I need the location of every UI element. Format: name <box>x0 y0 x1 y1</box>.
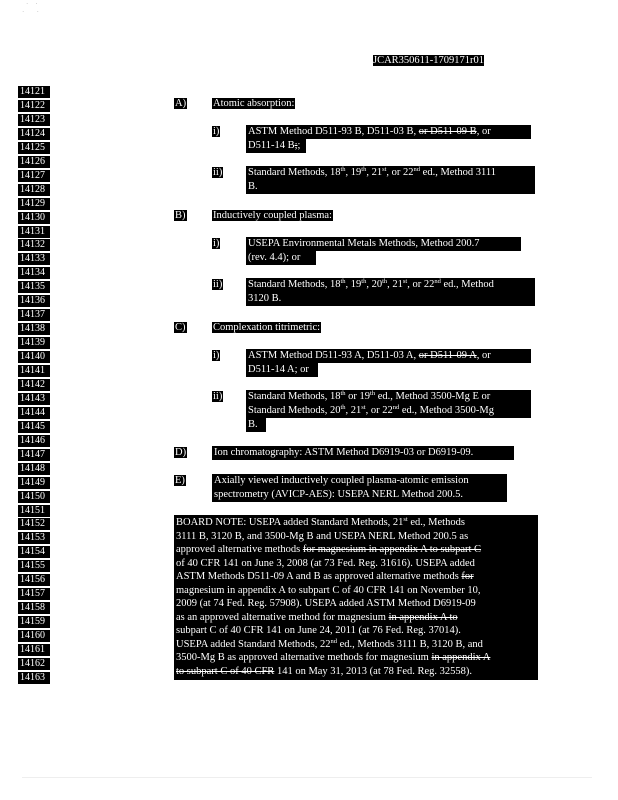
scan-speck: · · <box>22 8 39 16</box>
board-note-line: ASTM Methods D511-09 A and B as approved alternative methods for <box>176 571 474 582</box>
line-number: 14151 <box>18 505 50 517</box>
section-b-label: B) <box>175 210 186 221</box>
line-number: 14150 <box>18 491 50 503</box>
line-number: 14147 <box>18 449 50 461</box>
line-number: 14155 <box>18 560 50 572</box>
line-number: 14136 <box>18 295 50 307</box>
line-number: 14121 <box>18 86 50 98</box>
board-note-line: of 40 CFR 141 on June 3, 2008 (at 73 Fed. Reg. 31616). USEPA added <box>176 557 475 569</box>
line-number: 14161 <box>18 644 50 656</box>
line-number: 14158 <box>18 602 50 614</box>
line-number: 14159 <box>18 616 50 628</box>
line-number: 14139 <box>18 337 50 349</box>
line-number: 14125 <box>18 142 50 154</box>
line-number: 14144 <box>18 407 50 419</box>
line-number: 14122 <box>18 100 50 112</box>
section-e-line1: Axially viewed inductively coupled plasma-atomic emission <box>212 474 507 488</box>
line-number: 14154 <box>18 546 50 558</box>
scan-speck: · · <box>26 0 38 8</box>
section-e-label: E) <box>175 475 185 486</box>
section-c-title: Complexation titrimetric: <box>213 322 321 333</box>
page-bottom-rule <box>22 777 592 778</box>
section-b-ii-label: ii) <box>213 279 223 290</box>
section-c-i-line1: ASTM Method D511-93 A, D511-03 A, or D511-09 A, or <box>246 349 531 363</box>
line-number: 14162 <box>18 658 50 670</box>
board-note-line: BOARD NOTE: USEPA added Standard Methods, 21st ed., Methods <box>176 516 465 528</box>
section-b-ii-line2: 3120 B. <box>246 292 535 306</box>
section-c-ii-label: ii) <box>213 391 223 402</box>
line-number: 14153 <box>18 532 50 544</box>
line-number: 14123 <box>18 114 50 126</box>
board-note-line: 3500-Mg B as approved alternative methods for magnesium in appendix A <box>176 652 491 663</box>
line-number: 14134 <box>18 267 50 279</box>
section-b-i-line1: USEPA Environmental Metals Methods, Method 200.7 <box>246 237 521 251</box>
board-note-line: magnesium in appendix A to subpart C of 40 CFR 141 on November 10, <box>176 584 481 596</box>
section-a-label: A) <box>175 98 187 109</box>
board-note-line: as an approved alternative method for magnesium in appendix A to <box>176 611 458 623</box>
section-c-i-label: i) <box>213 350 220 361</box>
line-number: 14128 <box>18 184 50 196</box>
line-number: 14146 <box>18 435 50 447</box>
document-id: JCAR350611-1709171r01 <box>373 55 485 66</box>
line-number: 14131 <box>18 226 50 238</box>
section-a-ii-label: ii) <box>213 167 223 178</box>
board-note-line: 2009 (at 74 Fed. Reg. 57908). USEPA added ASTM Method D6919-09 <box>176 598 476 609</box>
line-number: 14138 <box>18 323 50 335</box>
board-note-line: USEPA added Standard Methods, 22nd ed., Methods 3111 B, 3120 B, and <box>176 637 483 650</box>
board-note-line: 3111 B, 3120 B, and 3500-Mg B and USEPA NERL Method 200.5 as <box>176 530 469 542</box>
section-a-i-line2: D511-14 B;; or <box>246 139 306 153</box>
board-note-line: approved alternative methods for magnesium in appendix A to subpart C <box>176 544 482 555</box>
line-number: 14145 <box>18 421 50 433</box>
line-number: 14152 <box>18 518 50 530</box>
section-c-ii-line1: Standard Methods, 18th or 19th ed., Method 3500-Mg E or <box>246 390 531 404</box>
board-note-line: to subpart C of 40 CFR 141 on May 31, 2013 (at 78 Fed. Reg. 32558). <box>176 665 473 677</box>
line-number: 14143 <box>18 393 50 405</box>
section-a-i-label: i) <box>213 126 220 137</box>
line-number: 14148 <box>18 463 50 475</box>
section-c-label: C) <box>175 322 186 333</box>
line-number: 14126 <box>18 156 50 168</box>
line-number: 14135 <box>18 281 50 293</box>
section-a-ii-line1: Standard Methods, 18th, 19th, 21st, or 22nd ed., Method 3111 <box>246 166 535 180</box>
section-a-i-line1: ASTM Method D511-93 B, D511-03 B, or D511-09 B, or <box>246 125 531 139</box>
section-e-line2: spectrometry (AVICP-AES): USEPA NERL Method 200.5. <box>212 488 507 502</box>
line-number: 14142 <box>18 379 50 391</box>
line-number: 14160 <box>18 630 50 642</box>
line-number: 14163 <box>18 672 50 684</box>
board-note <box>174 515 538 680</box>
section-c-i-line2: D511-14 A; or <box>246 363 318 377</box>
line-number: 14127 <box>18 170 50 182</box>
section-b-ii-line1: Standard Methods, 18th, 19th, 20th, 21st, or 22nd ed., Method <box>246 278 535 292</box>
section-d-text: Ion chromatography: ASTM Method D6919-03 or D6919-09. <box>212 446 514 460</box>
line-number: 14130 <box>18 212 50 224</box>
section-a-ii-line2: B. <box>246 180 535 194</box>
line-number: 14149 <box>18 477 50 489</box>
section-c-ii-line3: B. <box>246 418 266 432</box>
line-number: 14141 <box>18 365 50 377</box>
line-number: 14124 <box>18 128 50 140</box>
section-b-i-line2: (rev. 4.4); or <box>246 251 316 265</box>
section-c-ii-line2: Standard Methods, 20th, 21st, or 22nd ed., Method 3500-Mg <box>246 404 531 418</box>
line-number: 14156 <box>18 574 50 586</box>
section-a-title: Atomic absorption: <box>213 98 295 109</box>
section-d-label: D) <box>175 447 187 458</box>
line-number: 14129 <box>18 198 50 210</box>
line-number: 14137 <box>18 309 50 321</box>
section-b-i-label: i) <box>213 238 220 249</box>
section-b-title: Inductively coupled plasma: <box>213 210 332 221</box>
line-number: 14140 <box>18 351 50 363</box>
line-number: 14157 <box>18 588 50 600</box>
line-number: 14132 <box>18 239 50 251</box>
line-number: 14133 <box>18 253 50 265</box>
board-note-line: subpart C of 40 CFR 141 on June 24, 2011 (at 76 Fed. Reg. 37014). <box>176 625 461 636</box>
